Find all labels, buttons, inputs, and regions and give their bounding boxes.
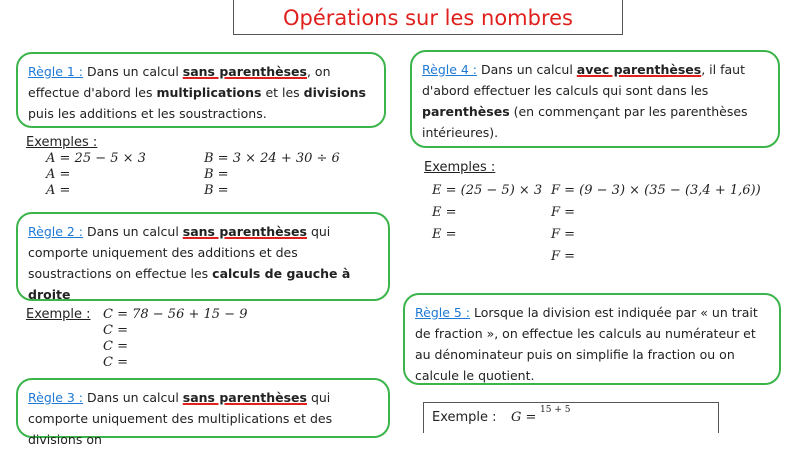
example-label: Exemple : (26, 307, 91, 322)
text: qui comporte uniquement des additions et des soustractions on effectue les (28, 224, 331, 281)
math-line: A = (46, 167, 71, 182)
rule-2-box (16, 212, 390, 301)
emphasis: divisions (303, 85, 366, 100)
math-line: C = (103, 355, 128, 370)
rule-1-box (16, 52, 386, 128)
math-line: A = (46, 183, 71, 198)
math-line: B = (204, 183, 229, 198)
math-line: A = 25 − 5 × 3 (46, 151, 146, 166)
rule-label: Règle 5 : (415, 305, 471, 320)
rule-label: Règle 3 : (28, 390, 84, 405)
math-line: B = (204, 167, 229, 182)
emphasis: multiplications (156, 85, 262, 100)
math-line: E = (25 − 5) × 3 (432, 183, 543, 198)
emphasis: avec parenthèses (576, 62, 702, 77)
emphasis: sans parenthèses (182, 64, 307, 79)
text: Dans un calcul (83, 390, 183, 405)
text: (en commençant par les parenthèses intérieures). (422, 104, 748, 140)
rule-3-box (16, 378, 390, 447)
math-line: G = (511, 410, 537, 425)
text: puis les additions et les soustractions. (28, 106, 267, 121)
emphasis: sans parenthèses (182, 224, 307, 239)
emphasis: parenthèses (422, 104, 510, 119)
math-line: F = (9 − 3) × (35 − (3,4 + 1,6)) (551, 183, 761, 198)
text: Dans un calcul (477, 62, 577, 77)
rule-5-box (403, 293, 781, 385)
example-label: Exemple : (432, 410, 497, 425)
rule-label: Règle 2 : (28, 224, 84, 239)
emphasis: calculs de gauche à droite (28, 266, 351, 302)
text: et les (261, 85, 304, 100)
math-line: F = (551, 227, 576, 242)
rule-label: Règle 1 : (28, 64, 84, 79)
page-title: Opérations sur les nombres (233, 0, 623, 35)
math-line: F = (551, 249, 576, 264)
text: Dans un calcul (83, 64, 183, 79)
math-line: C = (103, 323, 128, 338)
math-line: C = (103, 339, 128, 354)
rule-label: Règle 4 : (422, 62, 478, 77)
text: qui comporte uniquement des multiplications et des divisions on (28, 390, 333, 447)
text: , il faut d'abord effectuer les calculs qui sont dans les (422, 62, 745, 98)
text: , on effectue d'abord les (28, 64, 331, 100)
example-g-box (423, 402, 719, 433)
numerator: 15 + 5 (540, 405, 571, 415)
examples-label: Exemples : (26, 135, 98, 150)
emphasis: sans parenthèses (182, 390, 307, 405)
text: Lorsque la division est indiquée par « un trait de fraction », on effectue les calculs au numérateur et au dénominateur puis on simplifie la fraction ou on calcule le quotient. (415, 305, 758, 383)
math-line: C = 78 − 56 + 15 − 9 (103, 307, 248, 322)
rule-4-box (410, 50, 780, 148)
math-line: E = (432, 227, 457, 242)
math-line: B = 3 × 24 + 30 ÷ 6 (204, 151, 340, 166)
math-line: E = (432, 205, 457, 220)
text: Dans un calcul (83, 224, 183, 239)
examples-label: Exemples : (424, 160, 496, 175)
math-line: F = (551, 205, 576, 220)
